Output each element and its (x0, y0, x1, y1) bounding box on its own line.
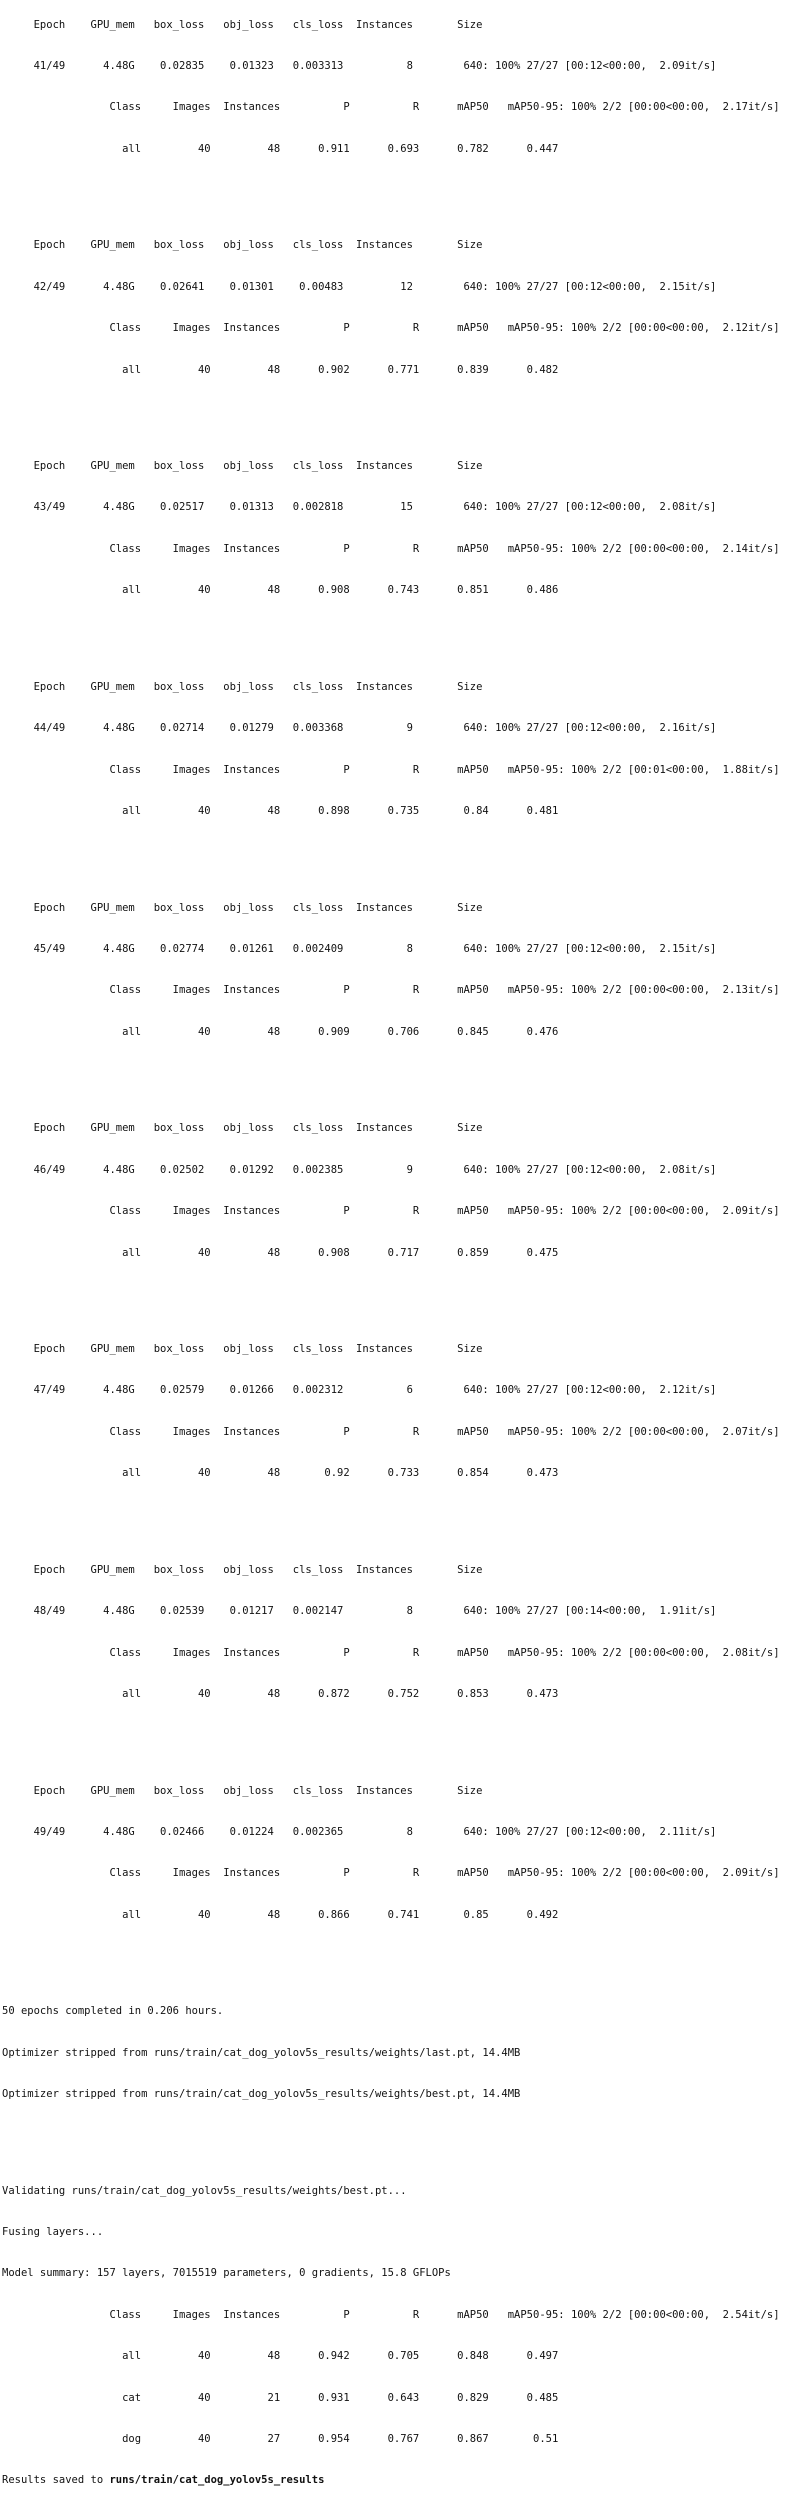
final-val-header-line: Class Images Instances P R mAP50 mAP50-95: 100% 2/2 [00:00<00:00, 2.54it/s] (2, 2308, 780, 2321)
val-header-line: Class Images Instances P R mAP50 mAP50-95: 100% 2/2 [00:00<00:00, 2.17it/s] (2, 101, 780, 114)
val-header-line: Class Images Instances P R mAP50 mAP50-95: 100% 2/2 [00:00<00:00, 2.07it/s] (2, 1425, 780, 1438)
results-saved-prefix: Results saved to (2, 2474, 110, 2487)
blank-line (2, 184, 785, 198)
train-progress-line: 48/49 4.48G 0.02539 0.01217 0.002147 8 640: 100% 27/27 [00:14<00:00, 1.91it/s] (2, 1605, 717, 1618)
validating-line: Validating runs/train/cat_dog_yolov5s_results/weights/best.pt... (2, 2184, 407, 2197)
train-progress-line: 43/49 4.48G 0.02517 0.01313 0.002818 15 640: 100% 27/27 [00:12<00:00, 2.08it/s] (2, 501, 717, 514)
train-progress-line: 42/49 4.48G 0.02641 0.01301 0.00483 12 640: 100% 27/27 [00:12<00:00, 2.15it/s] (2, 280, 717, 293)
results-saved-line (2, 2474, 785, 2488)
train-progress-line: 45/49 4.48G 0.02774 0.01261 0.002409 8 640: 100% 27/27 [00:12<00:00, 2.15it/s] (2, 942, 717, 955)
model-summary-line: Model summary: 157 layers, 7015519 parameters, 0 gradients, 15.8 GFLOPs (2, 2267, 451, 2280)
epoch-header-line: Epoch GPU_mem box_loss obj_loss cls_loss Instances Size (2, 460, 483, 473)
epoch-header-line: Epoch GPU_mem box_loss obj_loss cls_loss Instances Size (2, 1343, 483, 1356)
final-metrics-cat-line: cat 40 21 0.931 0.643 0.829 0.485 (2, 2391, 559, 2404)
terminal-output (2, 0, 785, 2502)
results-path: runs/train/cat_dog_yolov5s_results (109, 2474, 325, 2487)
final-metrics-dog-line: dog 40 27 0.954 0.767 0.867 0.51 (2, 2433, 559, 2446)
val-metrics-line: all 40 48 0.911 0.693 0.782 0.447 (2, 142, 559, 155)
val-header-line: Class Images Instances P R mAP50 mAP50-95: 100% 2/2 [00:00<00:00, 2.09it/s] (2, 1867, 780, 1880)
train-progress-line: 46/49 4.48G 0.02502 0.01292 0.002385 9 640: 100% 27/27 [00:12<00:00, 2.08it/s] (2, 1163, 717, 1176)
val-metrics-line: all 40 48 0.898 0.735 0.84 0.481 (2, 805, 559, 818)
final-metrics-all-line: all 40 48 0.942 0.705 0.848 0.497 (2, 2350, 559, 2363)
epoch-header-line: Epoch GPU_mem box_loss obj_loss cls_loss Instances Size (2, 239, 483, 252)
train-progress-line: 44/49 4.48G 0.02714 0.01279 0.003368 9 640: 100% 27/27 [00:12<00:00, 2.16it/s] (2, 722, 717, 735)
val-metrics-line: all 40 48 0.872 0.752 0.853 0.473 (2, 1688, 559, 1701)
blank-line (2, 1950, 785, 1964)
val-header-line: Class Images Instances P R mAP50 mAP50-95: 100% 2/2 [00:01<00:00, 1.88it/s] (2, 763, 780, 776)
fusing-layers-line: Fusing layers... (2, 2226, 104, 2239)
val-header-line: Class Images Instances P R mAP50 mAP50-95: 100% 2/2 [00:00<00:00, 2.14it/s] (2, 542, 780, 555)
blank-line (2, 405, 785, 419)
train-progress-line: 47/49 4.48G 0.02579 0.01266 0.002312 6 640: 100% 27/27 [00:12<00:00, 2.12it/s] (2, 1384, 717, 1397)
epoch-header-line: Epoch GPU_mem box_loss obj_loss cls_loss Instances Size (2, 1122, 483, 1135)
blank-line (2, 2130, 785, 2144)
train-progress-line: 41/49 4.48G 0.02835 0.01323 0.003313 8 640: 100% 27/27 [00:12<00:00, 2.09it/s] (2, 59, 717, 72)
optimizer-stripped-last-line: Optimizer stripped from runs/train/cat_dog_yolov5s_results/weights/last.pt, 14.4MB (2, 2046, 521, 2059)
val-header-line: Class Images Instances P R mAP50 mAP50-95: 100% 2/2 [00:00<00:00, 2.09it/s] (2, 1205, 780, 1218)
epoch-header-line: Epoch GPU_mem box_loss obj_loss cls_loss Instances Size (2, 1784, 483, 1797)
val-metrics-line: all 40 48 0.92 0.733 0.854 0.473 (2, 1467, 559, 1480)
val-metrics-line: all 40 48 0.909 0.706 0.845 0.476 (2, 1025, 559, 1038)
blank-line (2, 1288, 785, 1302)
train-progress-line: 49/49 4.48G 0.02466 0.01224 0.002365 8 640: 100% 27/27 [00:12<00:00, 2.11it/s] (2, 1825, 717, 1838)
optimizer-stripped-best-line: Optimizer stripped from runs/train/cat_dog_yolov5s_results/weights/best.pt, 14.4MB (2, 2088, 521, 2101)
val-metrics-line: all 40 48 0.902 0.771 0.839 0.482 (2, 363, 559, 376)
blank-line (2, 846, 785, 860)
blank-line (2, 1729, 785, 1743)
blank-line (2, 1067, 785, 1081)
blank-line (2, 626, 785, 640)
blank-line (2, 1509, 785, 1523)
epochs-completed-line: 50 epochs completed in 0.206 hours. (2, 2005, 224, 2018)
epoch-header-line: Epoch GPU_mem box_loss obj_loss cls_loss Instances Size (2, 1563, 483, 1576)
epoch-header-line: Epoch GPU_mem box_loss obj_loss cls_loss Instances Size (2, 18, 483, 31)
epoch-header-line: Epoch GPU_mem box_loss obj_loss cls_loss Instances Size (2, 901, 483, 914)
val-header-line: Class Images Instances P R mAP50 mAP50-95: 100% 2/2 [00:00<00:00, 2.13it/s] (2, 984, 780, 997)
val-metrics-line: all 40 48 0.908 0.717 0.859 0.475 (2, 1246, 559, 1259)
epoch-header-line: Epoch GPU_mem box_loss obj_loss cls_loss Instances Size (2, 680, 483, 693)
val-metrics-line: all 40 48 0.908 0.743 0.851 0.486 (2, 584, 559, 597)
val-header-line: Class Images Instances P R mAP50 mAP50-95: 100% 2/2 [00:00<00:00, 2.08it/s] (2, 1646, 780, 1659)
val-metrics-line: all 40 48 0.866 0.741 0.85 0.492 (2, 1908, 559, 1921)
val-header-line: Class Images Instances P R mAP50 mAP50-95: 100% 2/2 [00:00<00:00, 2.12it/s] (2, 322, 780, 335)
